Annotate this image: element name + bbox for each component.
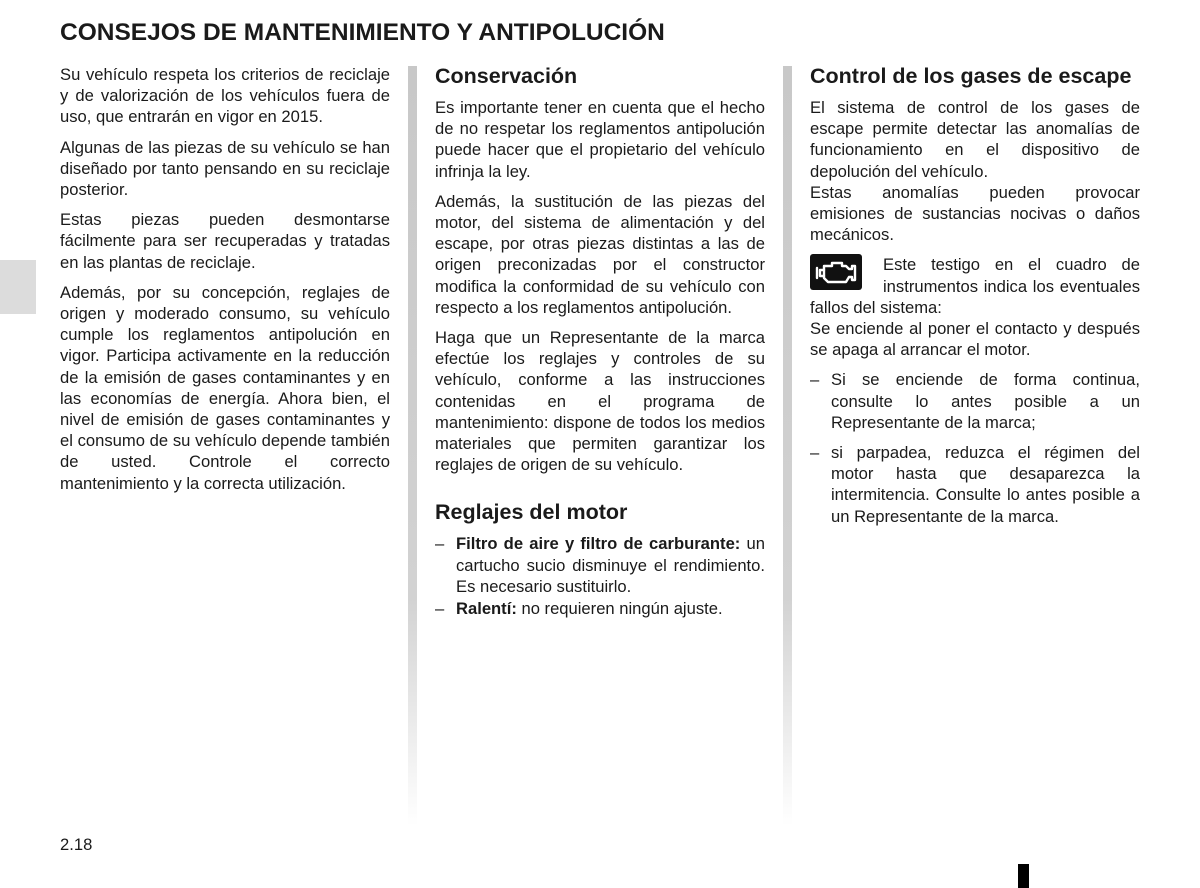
paragraph: Además, la sustitución de las piezas del motor, del sistema de alimentación y del escape, por otras piezas distintas a las de origen preconizadas por el constructor modifica la conformidad de su vehículo con respecto a los reglamentos antipolución. <box>435 191 765 317</box>
section-heading-conservacion: Conservación <box>435 64 578 88</box>
column-recycling <box>60 64 390 503</box>
item-label: Ralentí: <box>456 599 517 619</box>
column-conservation <box>435 64 765 620</box>
warning-light-text: Este testigo en el cuadro de instrumentos indica los eventuales fallos del sistema: <box>810 255 1140 317</box>
paragraph: Además, por su concepción, reglajes de origen y moderado consumo, su vehículo cumple los reglamentos antipolución en vigor. Participa activamente en la reducción de la emisión de gases contaminantes y en las economías de energía. Ahora bien, el nivel de emisión de gases contaminantes y el consumo de su vehículo depende también de usted. Controle el correcto mantenimiento y la correcta utilización. <box>60 282 390 493</box>
column-separator <box>783 66 792 826</box>
warning-behaviour-list <box>810 369 1140 526</box>
column-exhaust-control <box>810 64 1140 536</box>
paragraph: Algunas de las piezas de su vehículo se han diseñado por tanto pensando en su reciclaje posterior. <box>60 137 390 200</box>
item-text: un cartucho sucio disminuye el rendimiento. Es necesario sustituirlo. <box>456 534 765 596</box>
list-item <box>810 442 1140 527</box>
section-heading-control-gases: Control de los gases de escape <box>810 64 1132 88</box>
paragraph: Estas piezas pueden desmontarse fácilmente para ser recuperadas y tratadas en las plantas de reciclaje. <box>60 210 390 272</box>
list-item <box>435 598 765 619</box>
item-text: Si se enciende de forma continua, consulte lo antes posible a un Representante de la marca; <box>831 370 1140 432</box>
item-text: no requieren ningún ajuste. <box>516 599 723 619</box>
column-separator <box>408 66 417 826</box>
dash-bullet: – <box>810 443 820 463</box>
item-text: si parpadea, reduzca el régimen del motor hasta que desaparezca la intermitencia. Consulte lo antes posible a un Representante de la marca. <box>831 443 1140 526</box>
page-number: 2.18 <box>60 835 93 854</box>
engine-settings-list <box>435 533 765 619</box>
dash-bullet: – <box>435 534 445 554</box>
dash-bullet: – <box>435 599 445 619</box>
chapter-tab-marker <box>0 260 36 314</box>
engine-warning-icon <box>810 254 862 290</box>
item-label: Filtro de aire y filtro de carburante: <box>456 534 741 554</box>
page-title: CONSEJOS DE MANTENIMIENTO Y ANTIPOLUCIÓN <box>60 19 665 46</box>
section-heading-reglajes: Reglajes del motor <box>435 500 628 525</box>
list-item <box>435 533 765 597</box>
paragraph: Estas anomalías pueden provocar emisiones de sustancias nocivas o daños mecánicos. <box>810 182 1140 245</box>
paragraph: El sistema de control de los gases de escape permite detectar las anomalías de funcionamiento en el dispositivo de depolución del vehículo. <box>810 98 1140 181</box>
paragraph: Se enciende al poner el contacto y después se apaga al arrancar el motor. <box>810 319 1140 360</box>
paragraph: Es importante tener en cuenta que el hecho de no respetar los reglamentos antipolución puede hacer que el propietario del vehículo infrinja la ley. <box>435 98 765 181</box>
warning-light-paragraph <box>810 254 1140 318</box>
list-item <box>810 369 1140 433</box>
paragraph: Haga que un Representante de la marca efectúe los reglajes y controles de su vehículo, conforme a las instrucciones contenidas en el programa de mantenimiento: dispone de todos los medios materiales que permiten garantizar los reglajes de origen de su vehículo. <box>435 328 765 475</box>
paragraph: Su vehículo respeta los criterios de reciclaje y de valorización de los vehículos fuera de uso, que entrarán en vigor en 2015. <box>60 65 390 127</box>
dash-bullet: – <box>810 370 820 390</box>
page-corner-mark <box>1018 864 1029 888</box>
